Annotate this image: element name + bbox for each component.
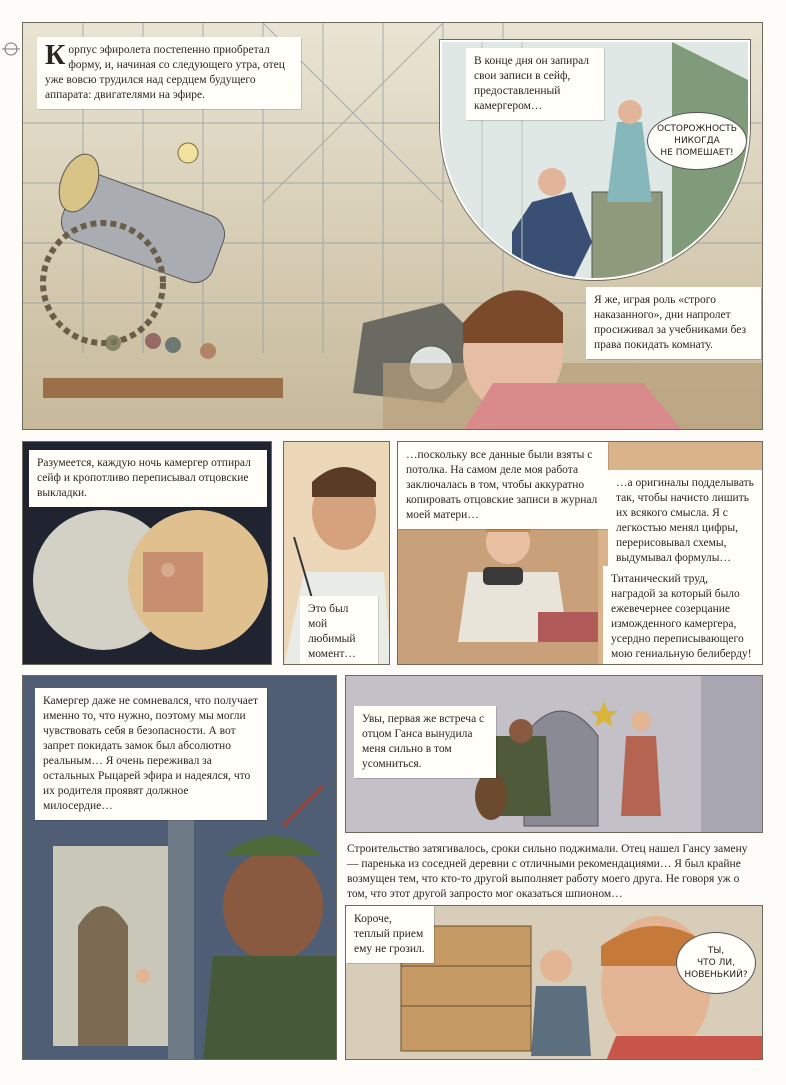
- caption-intro: [37, 37, 301, 109]
- caption-safe: В конце дня он запирал свои записи в сейф, предоставленный камергером…: [466, 48, 604, 120]
- caption-forgery: …а оригиналы подделывать так, чтобы начисто лишить их всякого смысла. Я с легкостью менял цифры, перерисовывал схемы, выдумывал формулы…: [608, 470, 763, 572]
- panel-hans-father: [345, 675, 763, 833]
- caption-warm-welcome: Короче, теплый прием ему не грозил.: [346, 906, 434, 963]
- speech-bubble-newbie: ТЫ, ЧТО ЛИ, НОВЕНЬКИЙ?: [676, 932, 756, 994]
- caption-studying: Я же, играя роль «строго наказанного», дни напролет просиживал за учебниками без права покидать комнату.: [586, 287, 761, 359]
- caption-favorite-moment: Это был мой любимый момент…: [300, 596, 378, 665]
- caption-dropcap: К: [45, 40, 66, 71]
- caption-nightly: Разумеется, каждую ночь камергер отпирал сейф и кропотливо переписывал отцовские выкладки.: [29, 450, 267, 507]
- caption-safety: Камергер даже не сомневался, что получает именно то, что нужно, поэтому мы могли чувствовать себя в безопасности. А вот запрет покидать замок был абсолютно реальным… Я очень переживал за остальных Рыцарей эфира и надеялся, что их родителя проявят должное милосердие…: [35, 688, 267, 820]
- caption-titanic-work: Титанический труд, наградой за который было ежевечернее созерцание изможденного камергера, усердно переписывающего мою гениальную белиберду!: [603, 566, 763, 665]
- caption-first-meeting: Увы, первая же встреча с отцом Ганса вынудила меня сильно в том усомниться.: [354, 706, 496, 778]
- caption-construction: Строительство затягивалось, сроки сильно поджимали. Отец нашел Гансу замену — паренька из соседней деревни с отличными рекомендациями… Я был крайне возмущен тем, что кто-то другой выполняет работу моего друга. Не говоря уж о том, что этот другой запросто мог оказаться шпионом…: [345, 838, 763, 906]
- caption-data-fake: …поскольку все данные были взяты с потолка. На самом деле моя работа заключалась в том, чтобы аккуратно копировать отцовские записи в журнал моей матери…: [398, 442, 608, 529]
- speech-bubble-caution: ОСТОРОЖНОСТЬ НИКОГДА НЕ ПОМЕШАЕТ!: [647, 112, 747, 170]
- caption-intro-text: орпус эфиролета постепенно приобретал форму, и, начиная со следующего утра, отец уже вовсю трудился над сердцем будущего аппарата: двигателями на эфире.: [45, 44, 285, 101]
- panel-castle-hall: [22, 675, 337, 1060]
- panel-chamberlain-writing: [283, 441, 390, 665]
- panel-copying: [397, 441, 763, 665]
- panel-safe-inset: [440, 40, 750, 280]
- page-edge-mark: [2, 40, 20, 58]
- panel-new-boy: [345, 905, 763, 1060]
- panel-binoculars: [22, 441, 272, 665]
